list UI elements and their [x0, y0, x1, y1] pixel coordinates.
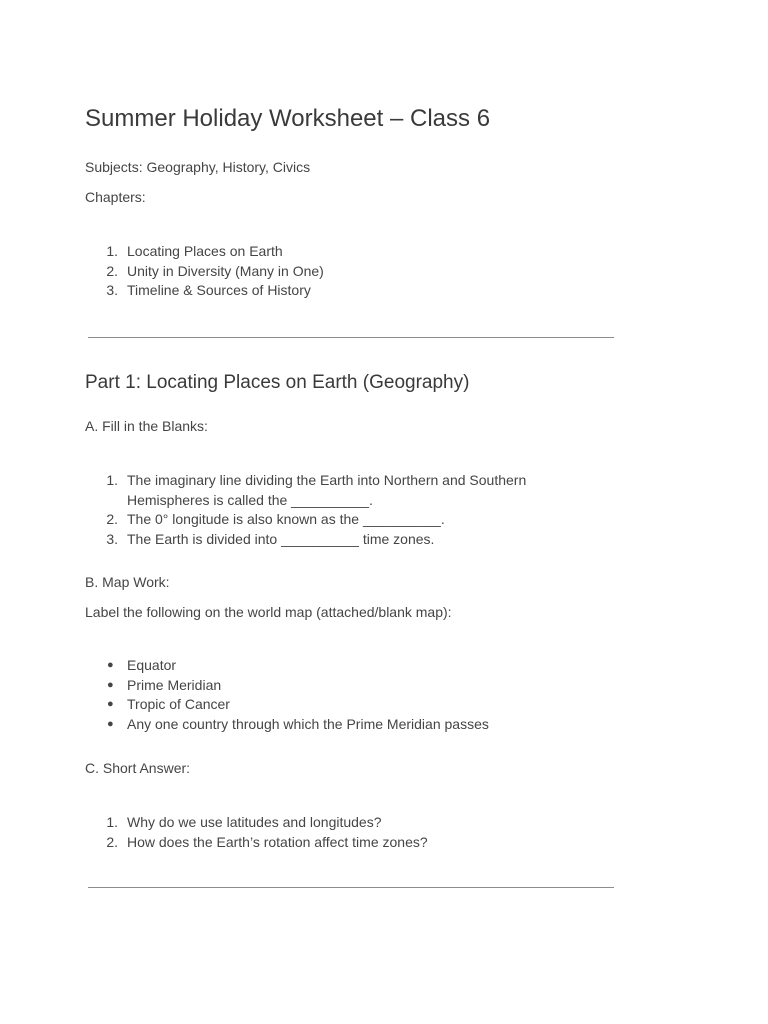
section-b-label: B. Map Work: — [85, 574, 170, 590]
horizontal-divider — [88, 337, 614, 338]
chapter-title: Unity in Diversity (Many in One) — [127, 262, 324, 279]
map-item-text: Tropic of Cancer — [127, 696, 230, 712]
section-a-label: A. Fill in the Blanks: — [85, 418, 208, 434]
list-marker: 2. — [106, 833, 118, 850]
question-text: How does the Earth’s rotation affect time zones? — [127, 833, 428, 850]
map-item-text: Prime Meridian — [127, 676, 222, 693]
map-item-text: Equator — [127, 657, 177, 673]
map-item-text: Any one country through which the Prime Meridian passes — [127, 715, 489, 732]
horizontal-divider — [88, 887, 614, 888]
list-marker: 2. — [106, 511, 118, 527]
list-marker: 1. — [106, 472, 118, 488]
part1-heading: Part 1: Locating Places on Earth (Geography) — [85, 372, 470, 393]
list-marker: 1. — [106, 814, 118, 830]
list-marker: 2. — [106, 262, 118, 279]
question-text: The imaginary line dividing the Earth into Northern and Southern — [127, 472, 527, 488]
page-title: Summer Holiday Worksheet – Class 6 — [85, 105, 491, 132]
list-marker: 1. — [106, 243, 118, 259]
question-text: The Earth is divided into __________ time zones. — [127, 530, 435, 547]
question-text: Why do we use latitudes and longitudes? — [127, 814, 382, 830]
bullet-icon: ● — [107, 698, 114, 710]
question-text: The 0° longitude is also known as the __________. — [127, 511, 445, 527]
section-c-label: C. Short Answer: — [85, 760, 191, 776]
question-text: Hemispheres is called the __________. — [127, 491, 373, 508]
bullet-icon: ● — [107, 659, 114, 671]
list-marker: 3. — [106, 282, 118, 298]
subjects-line: Subjects: Geography, History, Civics — [85, 159, 311, 175]
chapters-label: Chapters: — [85, 189, 146, 205]
section-b-instruction: Label the following on the world map (attached/blank map): — [85, 604, 452, 620]
bullet-icon: ● — [107, 717, 114, 730]
list-marker: 3. — [106, 530, 118, 547]
bullet-icon: ● — [107, 678, 114, 691]
chapter-title: Timeline & Sources of History — [127, 282, 311, 298]
chapter-title: Locating Places on Earth — [127, 243, 283, 259]
